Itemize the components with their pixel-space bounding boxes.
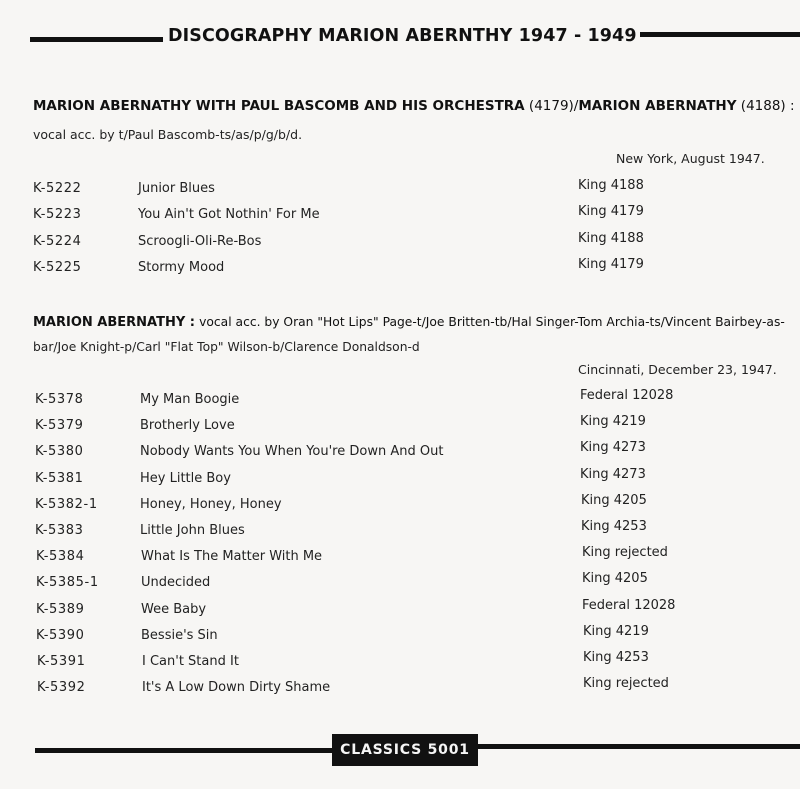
table-row — [0, 178, 800, 203]
matrix-number: K-5222 — [33, 181, 82, 196]
session1-issue-a: (4179)/ — [528, 98, 579, 114]
matrix-number: K-5378 — [35, 392, 84, 407]
issue-label: King 4253 — [583, 650, 649, 665]
table-row — [0, 598, 800, 624]
track-title: Undecided — [141, 575, 211, 590]
table-row — [0, 440, 800, 466]
matrix-number: K-5385-1 — [36, 575, 99, 590]
track-title: Bessie's Sin — [141, 628, 218, 643]
issue-label: King rejected — [583, 676, 669, 691]
track-title: Junior Blues — [138, 181, 215, 196]
matrix-number: K-5381 — [35, 471, 84, 486]
header-rule-left — [30, 37, 163, 42]
table-row — [0, 545, 800, 571]
matrix-number: K-5390 — [36, 628, 85, 643]
track-title: It's A Low Down Dirty Shame — [142, 680, 331, 695]
track-title: Stormy Mood — [138, 260, 225, 275]
session2-heading — [33, 315, 785, 330]
matrix-number: K-5223 — [33, 207, 82, 222]
table-row — [0, 493, 800, 519]
session1-artist-b: MARION ABERNATHY — [578, 98, 737, 114]
matrix-number: K-5380 — [35, 444, 84, 459]
table-row — [0, 231, 800, 256]
table-row — [0, 414, 800, 440]
track-title: Wee Baby — [141, 602, 207, 617]
track-title: What Is The Matter With Me — [141, 549, 323, 564]
matrix-number: K-5389 — [36, 602, 85, 617]
issue-label: King rejected — [582, 545, 668, 560]
table-row — [0, 519, 800, 545]
issue-label: Federal 12028 — [580, 388, 674, 403]
session1-place: New York, August 1947. — [616, 151, 765, 166]
table-row — [0, 571, 800, 597]
issue-label: King 4188 — [578, 178, 644, 193]
track-title: Hey Little Boy — [140, 471, 231, 486]
table-row — [0, 676, 800, 702]
issue-label: King 4253 — [581, 519, 647, 534]
matrix-number: K-5384 — [36, 549, 85, 564]
track-title: Scroogli-Oli-Re-Bos — [138, 234, 262, 249]
matrix-number: K-5392 — [37, 680, 86, 695]
footer-rule-left — [35, 748, 335, 753]
session2-place: Cincinnati, December 23, 1947. — [578, 362, 777, 377]
track-title: My Man Boogie — [140, 392, 240, 407]
table-row — [0, 257, 800, 282]
track-title: Brotherly Love — [140, 418, 235, 433]
issue-label: King 4179 — [578, 257, 644, 272]
track-title: Honey, Honey, Honey — [140, 497, 282, 512]
session2-artist: MARION ABERNATHY : — [33, 315, 195, 330]
session1-personnel: vocal acc. by t/Paul Bascomb-ts/as/p/g/b/d. — [33, 127, 303, 142]
header-rule-right — [640, 32, 800, 37]
session2-personnel-line1: vocal acc. by Oran "Hot Lips" Page-t/Joe Britten-tb/Hal Singer-Tom Archia-ts/Vincent Bairbey-as- — [199, 315, 785, 329]
session1-artist-a: MARION ABERNATHY WITH PAUL BASCOMB AND HIS ORCHESTRA — [33, 98, 525, 114]
page-title: DISCOGRAPHY MARION ABERNTHY 1947 - 1949 — [168, 26, 637, 46]
page-footer — [0, 732, 800, 766]
footer-rule-right — [478, 744, 800, 749]
session2-personnel-line2: bar/Joe Knight-p/Carl "Flat Top" Wilson-b/Clarence Donaldson-d — [33, 340, 420, 354]
track-title: Little John Blues — [140, 523, 245, 538]
table-row — [0, 650, 800, 676]
issue-label: King 4273 — [580, 467, 646, 482]
issue-label: King 4205 — [581, 493, 647, 508]
issue-label: King 4219 — [580, 414, 646, 429]
matrix-number: K-5383 — [35, 523, 84, 538]
session1-heading — [33, 98, 795, 114]
issue-label: King 4273 — [580, 440, 646, 455]
matrix-number: K-5225 — [33, 260, 82, 275]
session1-issue-b: (4188) : — [740, 98, 795, 114]
table-row — [0, 388, 800, 414]
track-title: Nobody Wants You When You're Down And Out — [140, 444, 444, 459]
matrix-number: K-5224 — [33, 234, 82, 249]
track-title: I Can't Stand It — [142, 654, 239, 669]
issue-label: King 4205 — [582, 571, 648, 586]
issue-label: King 4179 — [578, 204, 644, 219]
matrix-number: K-5391 — [37, 654, 86, 669]
matrix-number: K-5382-1 — [35, 497, 98, 512]
track-title: You Ain't Got Nothin' For Me — [138, 207, 320, 222]
table-row — [0, 467, 800, 493]
table-row — [0, 624, 800, 650]
issue-label: King 4219 — [583, 624, 649, 639]
issue-label: Federal 12028 — [582, 598, 676, 613]
catalog-label: CLASSICS 5001 — [332, 734, 478, 766]
page-header — [0, 24, 800, 54]
matrix-number: K-5379 — [35, 418, 84, 433]
issue-label: King 4188 — [578, 231, 644, 246]
table-row — [0, 204, 800, 229]
